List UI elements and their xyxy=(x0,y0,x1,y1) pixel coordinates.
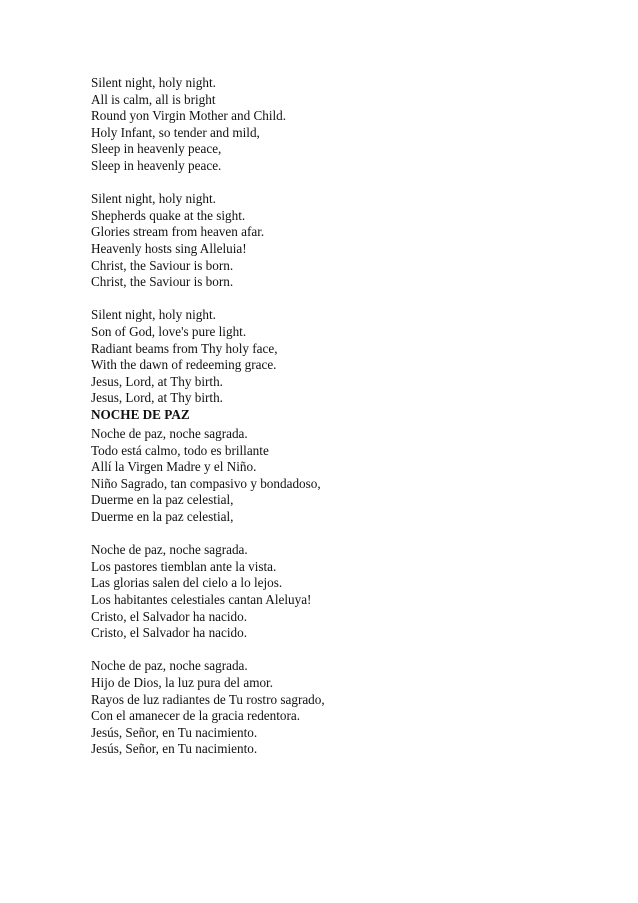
lyric-line: Son of God, love's pure light. xyxy=(91,323,247,339)
lyric-line: All is calm, all is bright xyxy=(91,91,216,107)
lyric-line: Round yon Virgin Mother and Child. xyxy=(91,108,287,124)
lyric-line: Niño Sagrado, tan compasivo y bondadoso, xyxy=(91,475,321,491)
lyric-line: Jesús, Señor, en Tu nacimiento. xyxy=(91,724,258,740)
lyric-line: Silent night, holy night. xyxy=(91,191,216,207)
lyric-line: Sleep in heavenly peace, xyxy=(91,141,222,157)
lyric-line: Sleep in heavenly peace. xyxy=(91,157,222,173)
lyric-line: Glories stream from heaven afar. xyxy=(91,224,265,240)
english-stanza-2 xyxy=(91,191,286,291)
spanish-title: NOCHE DE PAZ xyxy=(91,406,190,422)
lyric-line: Noche de paz, noche sagrada. xyxy=(91,426,248,441)
lyric-line: Cristo, el Salvador ha nacido. xyxy=(91,608,248,624)
spanish-stanza-1 xyxy=(91,426,325,526)
lyric-line: Con el amanecer de la gracia redentora. xyxy=(91,708,301,724)
lyric-line: Christ, the Saviour is born. xyxy=(91,274,234,290)
lyric-line: Heavenly hosts sing Alleluia! xyxy=(91,240,247,256)
lyric-line: Jesús, Señor, en Tu nacimiento. xyxy=(91,741,258,757)
lyric-line: Jesus, Lord, at Thy birth. xyxy=(91,390,223,406)
lyric-line: Silent night, holy night. xyxy=(91,307,216,323)
lyric-line: Todo está calmo, todo es brillante xyxy=(91,442,269,458)
lyric-line: Noche de paz, noche sagrada. xyxy=(91,658,248,674)
spanish-stanza-2 xyxy=(91,542,325,642)
lyric-line: Silent night, holy night. xyxy=(91,75,216,90)
lyric-line: Duerme en la paz celestial, xyxy=(91,508,234,524)
lyric-line: Noche de paz, noche sagrada. xyxy=(91,542,248,558)
lyric-line: Las glorias salen del cielo a lo lejos. xyxy=(91,575,283,591)
english-lyrics xyxy=(91,75,286,423)
lyric-line: Cristo, el Salvador ha nacido. xyxy=(91,625,248,641)
lyric-line: Hijo de Dios, la luz pura del amor. xyxy=(91,674,274,690)
lyric-line: Christ, the Saviour is born. xyxy=(91,257,234,273)
lyric-line: Allí la Virgen Madre y el Niño. xyxy=(91,459,257,475)
lyric-line: Rayos de luz radiantes de Tu rostro sagrado, xyxy=(91,691,325,707)
lyric-line: Los habitantes celestiales cantan Aleluya! xyxy=(91,591,312,607)
spanish-lyrics xyxy=(91,426,325,758)
lyric-line: Duerme en la paz celestial, xyxy=(91,492,234,508)
lyric-line: Radiant beams from Thy holy face, xyxy=(91,340,278,356)
spanish-stanza-3 xyxy=(91,658,325,758)
lyric-line: Los pastores tiemblan ante la vista. xyxy=(91,558,277,574)
english-stanza-3 xyxy=(91,307,286,423)
lyric-line: Jesus, Lord, at Thy birth. xyxy=(91,373,223,389)
lyric-line: Shepherds quake at the sight. xyxy=(91,207,246,223)
lyric-line: With the dawn of redeeming grace. xyxy=(91,357,277,373)
lyric-line: Holy Infant, so tender and mild, xyxy=(91,124,260,140)
english-stanza-1 xyxy=(91,75,286,175)
